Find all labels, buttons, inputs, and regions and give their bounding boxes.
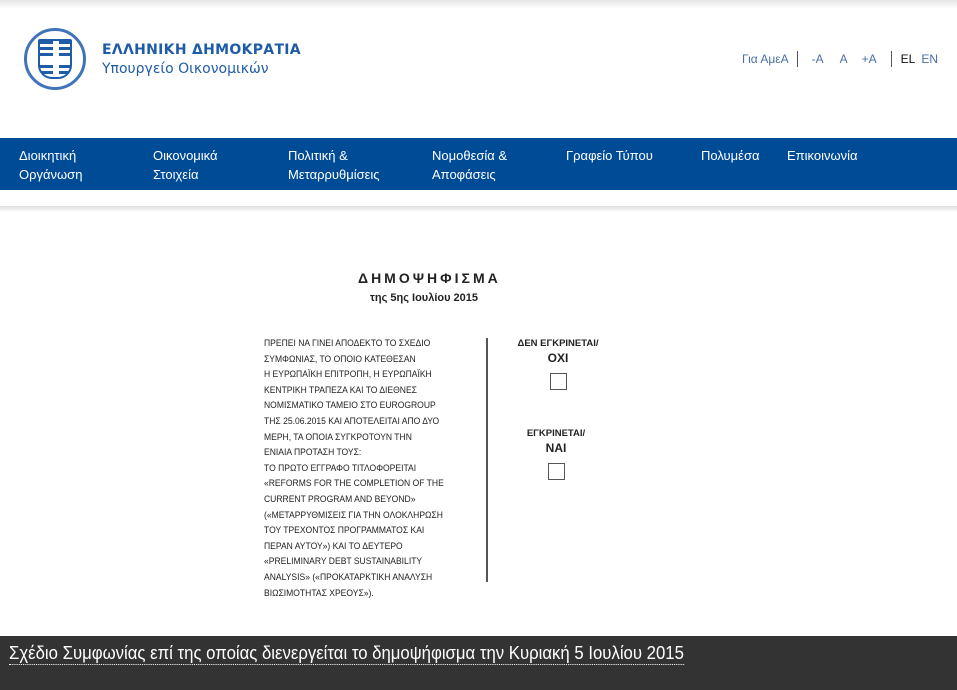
ballot-title: ΔΗΜΟΨΗΦΙΣΜΑ <box>358 270 501 286</box>
caption-link[interactable]: Σχέδιο Συμφωνίας επί της οποίας διενεργείται το δημοψήφισμα την Κυριακή 5 Ιουλίου 2015 <box>9 643 684 663</box>
nav-item-financial-data[interactable] <box>153 146 218 184</box>
ballot-text-line: ΤΗΣ 25.06.2015 ΚΑΙ ΑΠΟΤΕΛΕΙΤΑΙ ΑΠΟ ΔΥΟ <box>264 415 440 426</box>
nav-item-press-office[interactable]: Γραφείο Τύπου <box>566 148 653 163</box>
ministry-logo[interactable] <box>24 28 301 90</box>
ballot-text-line: ΠΕΡΑΝ ΑΥΤΟΥ») ΚΑΙ ΤΟ ΔΕΥΤΕΡΟ <box>264 540 403 551</box>
ballot-text-line: ΤΟ ΠΡΩΤΟ ΕΓΓΡΑΦΟ ΤΙΤΛΟΦΟΡΕΙΤΑΙ <box>264 462 417 473</box>
utility-bar <box>742 51 938 67</box>
nav-label: Νομοθεσία & <box>432 148 508 163</box>
ballot-text-line: CURRENT PROGRAM AND BEYOND» <box>264 493 416 504</box>
nav-item-contact[interactable]: Επικοινωνία <box>787 148 858 163</box>
ballot-divider <box>486 338 488 582</box>
ballot-text-line: ΠΡΕΠΕΙ ΝΑ ΓΙΝΕΙ ΑΠΟΔΕΚΤΟ ΤΟ ΣΧΕΔΙΟ <box>264 338 431 348</box>
ballot-text-line: ΤΟΥ ΤΡΕΧΟΝΤΟΣ ΠΡΟΓΡΑΜΜΑΤΟΣ ΚΑΙ <box>264 525 425 536</box>
ballot-question <box>264 336 466 601</box>
font-normal-button[interactable]: A <box>839 52 848 66</box>
nav-label: Οικονομικά <box>153 148 218 163</box>
divider <box>891 51 892 67</box>
ballot-text-line: «PRELIMINARY DEBT SUSTAINABILITY <box>264 556 423 567</box>
nav-label: Στοιχεία <box>153 167 199 182</box>
option-yes-value: ΝΑΙ <box>545 441 567 455</box>
ballot-text-line: ΒΙΩΣΙΜΟΤΗΤΑΣ ΧΡΕΟΥΣ»). <box>264 587 374 598</box>
nav-label: Διοικητική <box>19 148 77 163</box>
nav-label: Οργάνωση <box>19 167 83 182</box>
lang-el-button[interactable]: EL <box>900 52 916 66</box>
caption-bar <box>0 636 957 690</box>
nav-item-administration[interactable] <box>19 146 82 184</box>
content-divider <box>0 206 957 212</box>
ballot-text-line: ΜΕΡΗ, ΤΑ ΟΠΟΙΑ ΣΥΓΚΡΟΤΟΥΝ ΤΗΝ <box>264 431 412 442</box>
ballot-text-line: ΚΕΝΤΡΙΚΗ ΤΡΑΠΕΖΑ ΚΑΙ ΤΟ ΔΙΕΘΝΕΣ <box>264 384 417 395</box>
main-nav <box>0 138 957 190</box>
top-shadow <box>0 0 957 9</box>
ballot-text-line: «REFORMS FOR THE COMPLETION OF THE <box>264 478 444 489</box>
ballot-text-line: («ΜΕΤΑΡΡΥΘΜΙΣΕΙΣ ΓΙΑ ΤΗΝ ΟΛΟΚΛΗΡΩΣΗ <box>264 509 443 520</box>
font-larger-button[interactable]: +A <box>861 52 877 66</box>
option-no-value: ΟΧΙ <box>547 351 569 365</box>
option-no <box>508 338 608 390</box>
nav-item-multimedia[interactable]: Πολυμέσα <box>701 148 760 163</box>
nav-label: Αποφάσεις <box>432 167 496 182</box>
checkbox-yes <box>548 463 565 480</box>
ballot-text-line: Η ΕΥΡΩΠΑΪΚΗ ΕΠΙΤΡΟΠΗ, Η ΕΥΡΩΠΑΪΚΗ <box>264 369 432 380</box>
logo-title: ΕΛΛΗΝΙΚΗ ΔΗΜΟΚΡΑΤΙΑ <box>102 41 301 58</box>
option-yes <box>506 428 606 480</box>
option-yes-label: ΕΓΚΡΙΝΕΤΑΙ/ <box>526 428 586 439</box>
ballot-text-line: ΝΟΜΙΣΜΑΤΙΚΟ ΤΑΜΕΙΟ ΣΤΟ EUROGROUP <box>264 400 436 411</box>
ballot-subtitle: της 5ης Ιουλίου 2015 <box>370 292 479 304</box>
option-no-label: ΔΕΝ ΕΓΚΡΙΝΕΤΑΙ/ <box>517 338 599 349</box>
nav-item-policy[interactable] <box>288 146 380 184</box>
divider <box>797 51 798 67</box>
nav-item-legislation[interactable] <box>432 146 507 184</box>
logo-subtitle: Υπουργείο Οικονομικών <box>102 60 269 77</box>
nav-label: Μεταρρυθμίσεις <box>288 167 380 182</box>
ballot-text-line: ΣΥΜΦΩΝΙΑΣ, ΤΟ ΟΠΟΙΟ ΚΑΤΕΘΕΣΑΝ <box>264 353 416 364</box>
nav-label: Πολιτική & <box>288 148 348 163</box>
accessibility-link[interactable]: Για ΑμεΑ <box>742 52 789 66</box>
greek-emblem-icon <box>24 28 86 90</box>
font-smaller-button[interactable]: -A <box>811 52 824 66</box>
ballot-text-line: ΕΝΙΑΙΑ ΠΡΟΤΑΣΗ ΤΟΥΣ: <box>264 447 362 458</box>
checkbox-no <box>550 373 567 390</box>
ballot-text-line: ANALYSIS» («ΠΡΟΚΑΤΑΡΚΤΙΚΗ ΑΝΑΛΥΣΗ <box>264 571 433 582</box>
lang-en-button[interactable]: EN <box>921 52 939 66</box>
